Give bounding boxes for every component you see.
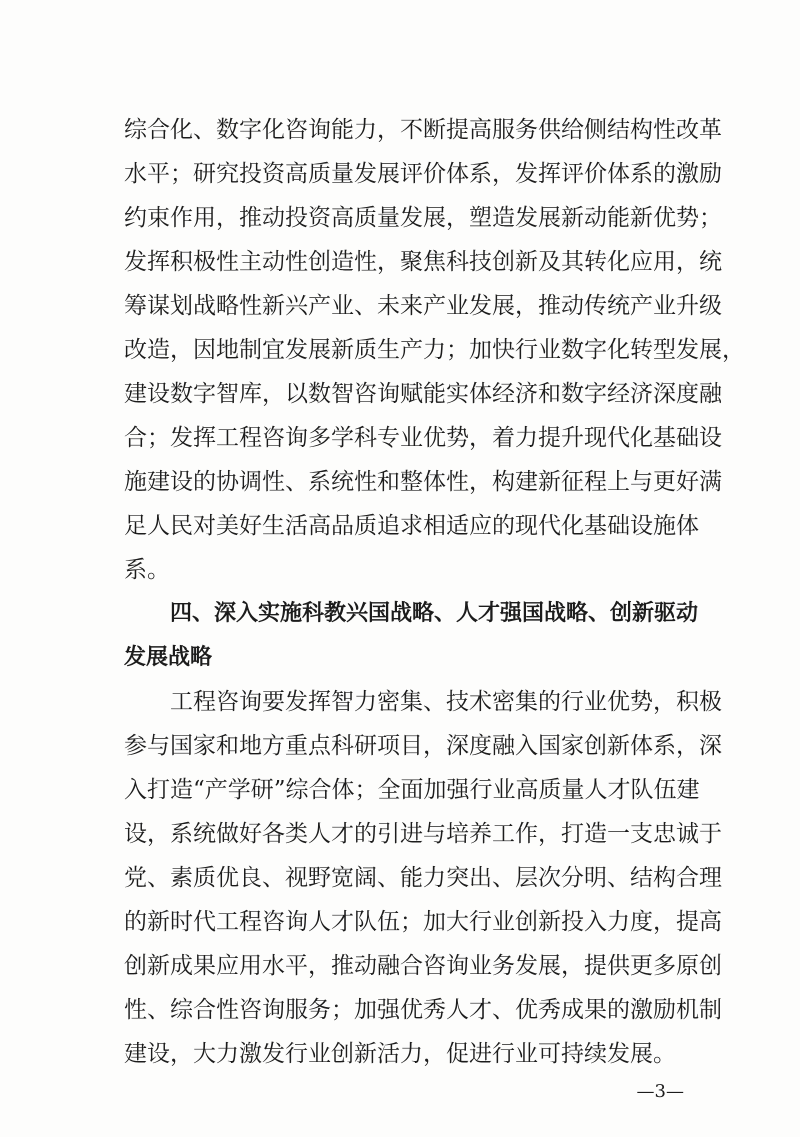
page-number: —3— bbox=[636, 1081, 684, 1102]
paragraph-line: 性、综合性咨询服务；加强优秀人才、优秀成果的激励机制 bbox=[124, 997, 722, 1023]
paragraph-line: 参与国家和地方重点科研项目，深度融入国家创新体系，深 bbox=[124, 733, 722, 759]
paragraph-line: 建设，大力激发行业创新活力，促进行业可持续发展。 bbox=[124, 1041, 676, 1067]
paragraph-line: 约束作用，推动投资高质量发展，塑造发展新动能新优势； bbox=[124, 205, 722, 231]
paragraph-line: 发挥积极性主动性创造性，聚焦科技创新及其转化应用，统 bbox=[124, 249, 722, 275]
paragraph-line: 施建设的协调性、系统性和整体性，构建新征程上与更好满 bbox=[124, 469, 722, 495]
section-heading-line: 四、深入实施科教兴国战略、人才强国战略、创新驱动 bbox=[170, 601, 699, 626]
paragraph-line: 工程咨询要发挥智力密集、技术密集的行业优势，积极 bbox=[170, 689, 722, 715]
paragraph-line: 的新时代工程咨询人才队伍；加大行业创新投入力度，提高 bbox=[124, 909, 722, 935]
paragraph-line: 创新成果应用水平，推动融合咨询业务发展，提供更多原创 bbox=[124, 953, 722, 979]
section-heading-line: 发展战略 bbox=[124, 645, 213, 670]
paragraph-line: 综合化、数字化咨询能力，不断提高服务供给侧结构性改革 bbox=[124, 117, 722, 143]
paragraph-line: 足人民对美好生活高品质追求相适应的现代化基础设施体 bbox=[124, 513, 699, 539]
paragraph-line: 筹谋划战略性新兴产业、未来产业发展，推动传统产业升级 bbox=[124, 293, 722, 319]
paragraph-line: 入打造“产学研”综合体；全面加强行业高质量人才队伍建 bbox=[124, 777, 700, 803]
paragraph-line: 建设数字智库，以数智咨询赋能实体经济和数字经济深度融 bbox=[124, 381, 722, 407]
paragraph-line: 系。 bbox=[124, 557, 170, 583]
paragraph-line: 党、素质优良、视野宽阔、能力突出、层次分明、结构合理 bbox=[124, 865, 722, 891]
paragraph-line: 合；发挥工程咨询多学科专业优势，着力提升现代化基础设 bbox=[124, 425, 722, 451]
paragraph-line: 水平；研究投资高质量发展评价体系，发挥评价体系的激励 bbox=[124, 161, 722, 187]
paragraph-line: 改造，因地制宜发展新质生产力；加快行业数字化转型发展， bbox=[124, 337, 745, 363]
paragraph-line: 设，系统做好各类人才的引进与培养工作，打造一支忠诚于 bbox=[124, 821, 722, 847]
